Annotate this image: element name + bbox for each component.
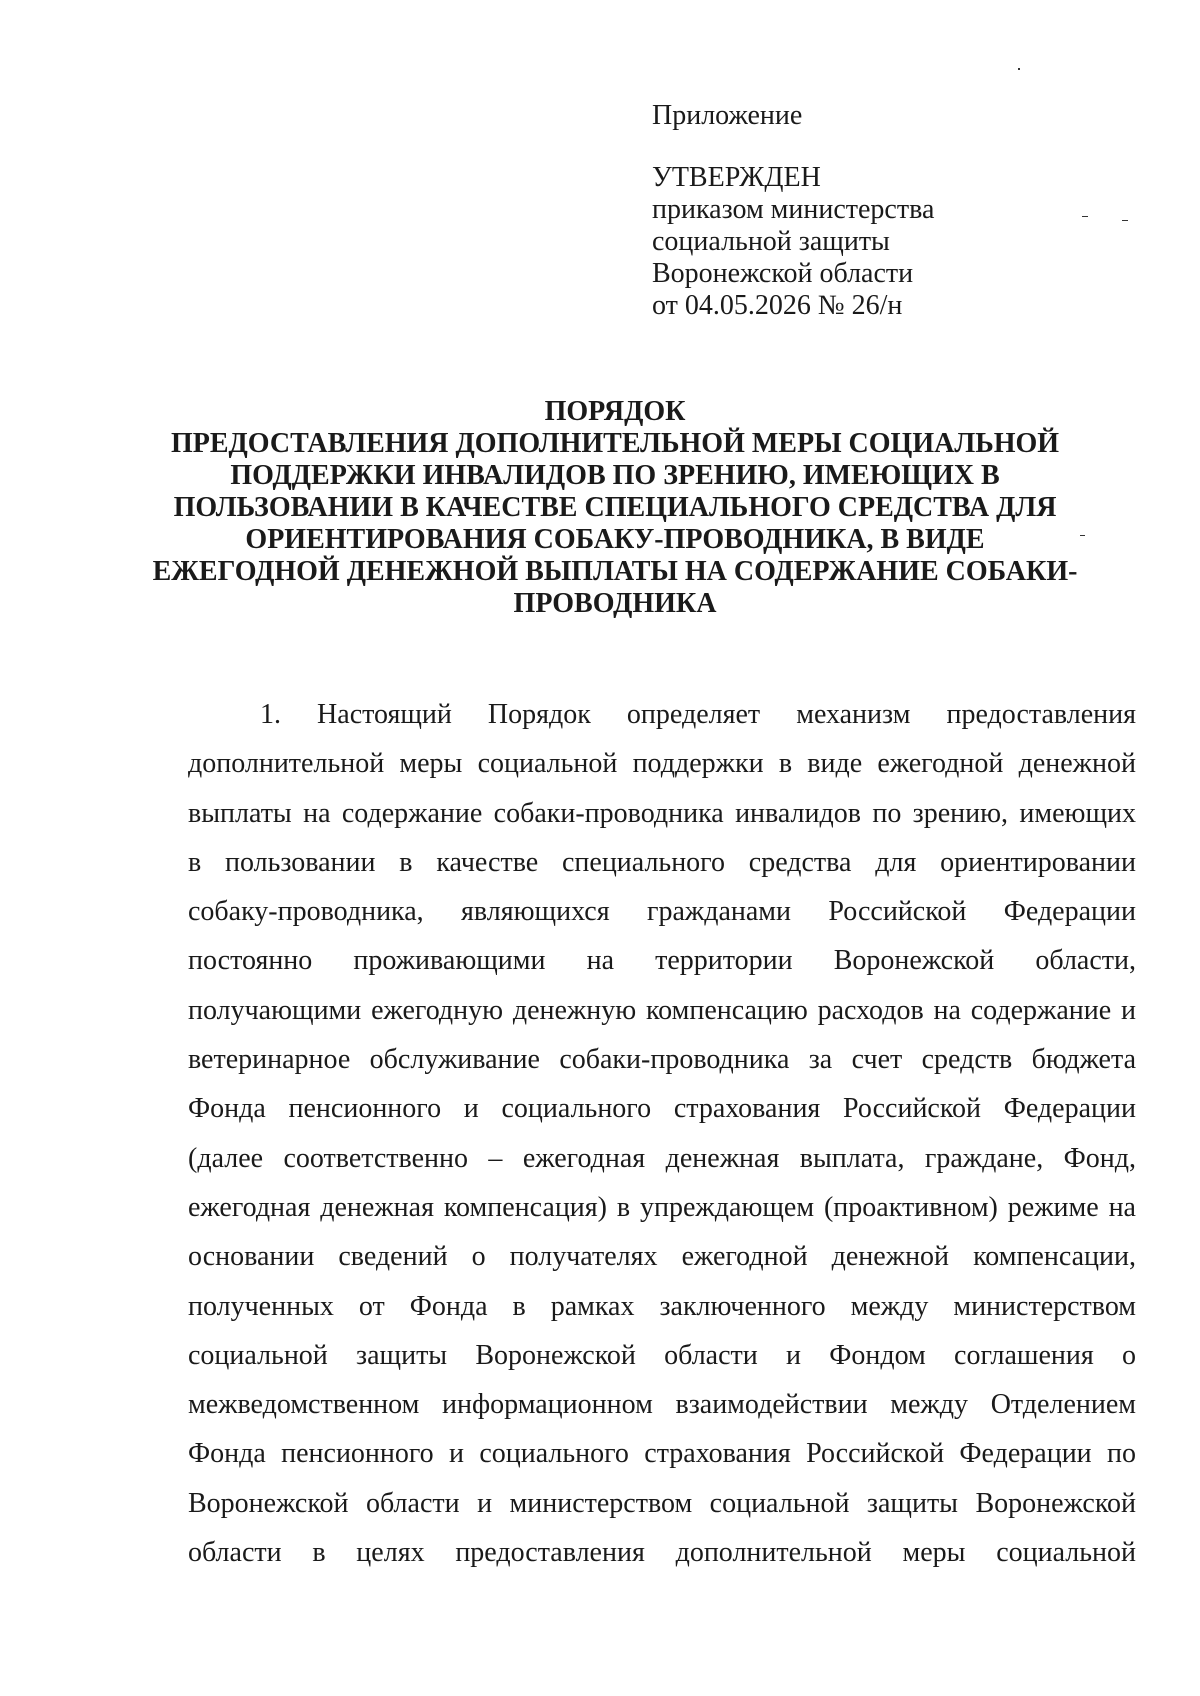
- approval-line: приказом министерства: [652, 194, 935, 225]
- title-line: ОРИЕНТИРОВАНИЯ СОБАКУ-ПРОВОДНИКА, В ВИДЕ: [245, 524, 985, 555]
- scan-speck: [1018, 68, 1020, 70]
- body-line: межведомственном информационном взаимодействии между Отделением: [188, 1389, 1136, 1421]
- body-line: 1. Настоящий Порядок определяет механизм предоставления: [260, 699, 1136, 730]
- title-line: ПРЕДОСТАВЛЕНИЯ ДОПОЛНИТЕЛЬНОЙ МЕРЫ СОЦИАЛЬНОЙ: [170, 428, 1060, 459]
- body-line: получающими ежегодную денежную компенсацию расходов на содержание и: [188, 994, 1136, 1026]
- approval-line: социальной защиты: [652, 226, 890, 257]
- approved-label: УТВЕРЖДЕН: [652, 162, 821, 193]
- body-line: Воронежской области и министерством социальной защиты Воронежской: [188, 1487, 1136, 1519]
- body-line: дополнительной меры социальной поддержки в виде ежегодной денежной: [188, 748, 1136, 780]
- body-line: Фонда пенсионного и социального страхования Российской Федерации по: [188, 1438, 1136, 1470]
- approval-order-number: от 04.05.2026 № 26/н: [652, 290, 903, 321]
- title-line: ПОЛЬЗОВАНИИ В КАЧЕСТВЕ СПЕЦИАЛЬНОГО СРЕДСТВА ДЛЯ: [173, 492, 1057, 523]
- title-line: ПОДДЕРЖКИ ИНВАЛИДОВ ПО ЗРЕНИЮ, ИМЕЮЩИХ В: [230, 460, 1000, 491]
- body-line: в пользовании в качестве специального средства для ориентировании: [188, 846, 1136, 878]
- body-line: выплаты на содержание собаки-проводника инвалидов по зрению, имеющих: [188, 797, 1136, 829]
- approval-line: Воронежской области: [652, 258, 914, 289]
- body-line: области в целях предоставления дополнительной меры социальной: [188, 1537, 1136, 1569]
- approval-block: [652, 100, 1072, 322]
- scan-speck: [1122, 220, 1128, 221]
- scan-speck: [1080, 535, 1085, 536]
- title-line: ПОРЯДОК: [544, 396, 686, 427]
- appendix-label: Приложение: [652, 100, 803, 131]
- body-line: Фонда пенсионного и социального страхования Российской Федерации: [188, 1093, 1136, 1125]
- body-paragraph: [188, 690, 1136, 1577]
- document-title: [150, 396, 1080, 620]
- body-line: (далее соответственно – ежегодная денежная выплата, граждане, Фонд,: [188, 1142, 1136, 1174]
- body-line: социальной защиты Воронежской области и Фондом соглашения о: [188, 1339, 1136, 1371]
- body-line: собаку-проводника, являющихся гражданами Российской Федерации: [188, 896, 1136, 928]
- body-line: ежегодная денежная компенсация) в упреждающем (проактивном) режиме на: [188, 1191, 1136, 1223]
- scan-speck: [1082, 216, 1088, 217]
- title-line: ЕЖЕГОДНОЙ ДЕНЕЖНОЙ ВЫПЛАТЫ НА СОДЕРЖАНИЕ СОБАКИ-: [152, 556, 1078, 587]
- body-line: ветеринарное обслуживание собаки-проводника за счет средств бюджета: [188, 1044, 1136, 1076]
- body-line: постоянно проживающими на территории Воронежской области,: [188, 945, 1136, 977]
- title-line: ПРОВОДНИКА: [513, 588, 717, 619]
- body-line: полученных от Фонда в рамках заключенного между министерством: [188, 1290, 1136, 1322]
- body-line: основании сведений о получателях ежегодной денежной компенсации,: [188, 1241, 1136, 1273]
